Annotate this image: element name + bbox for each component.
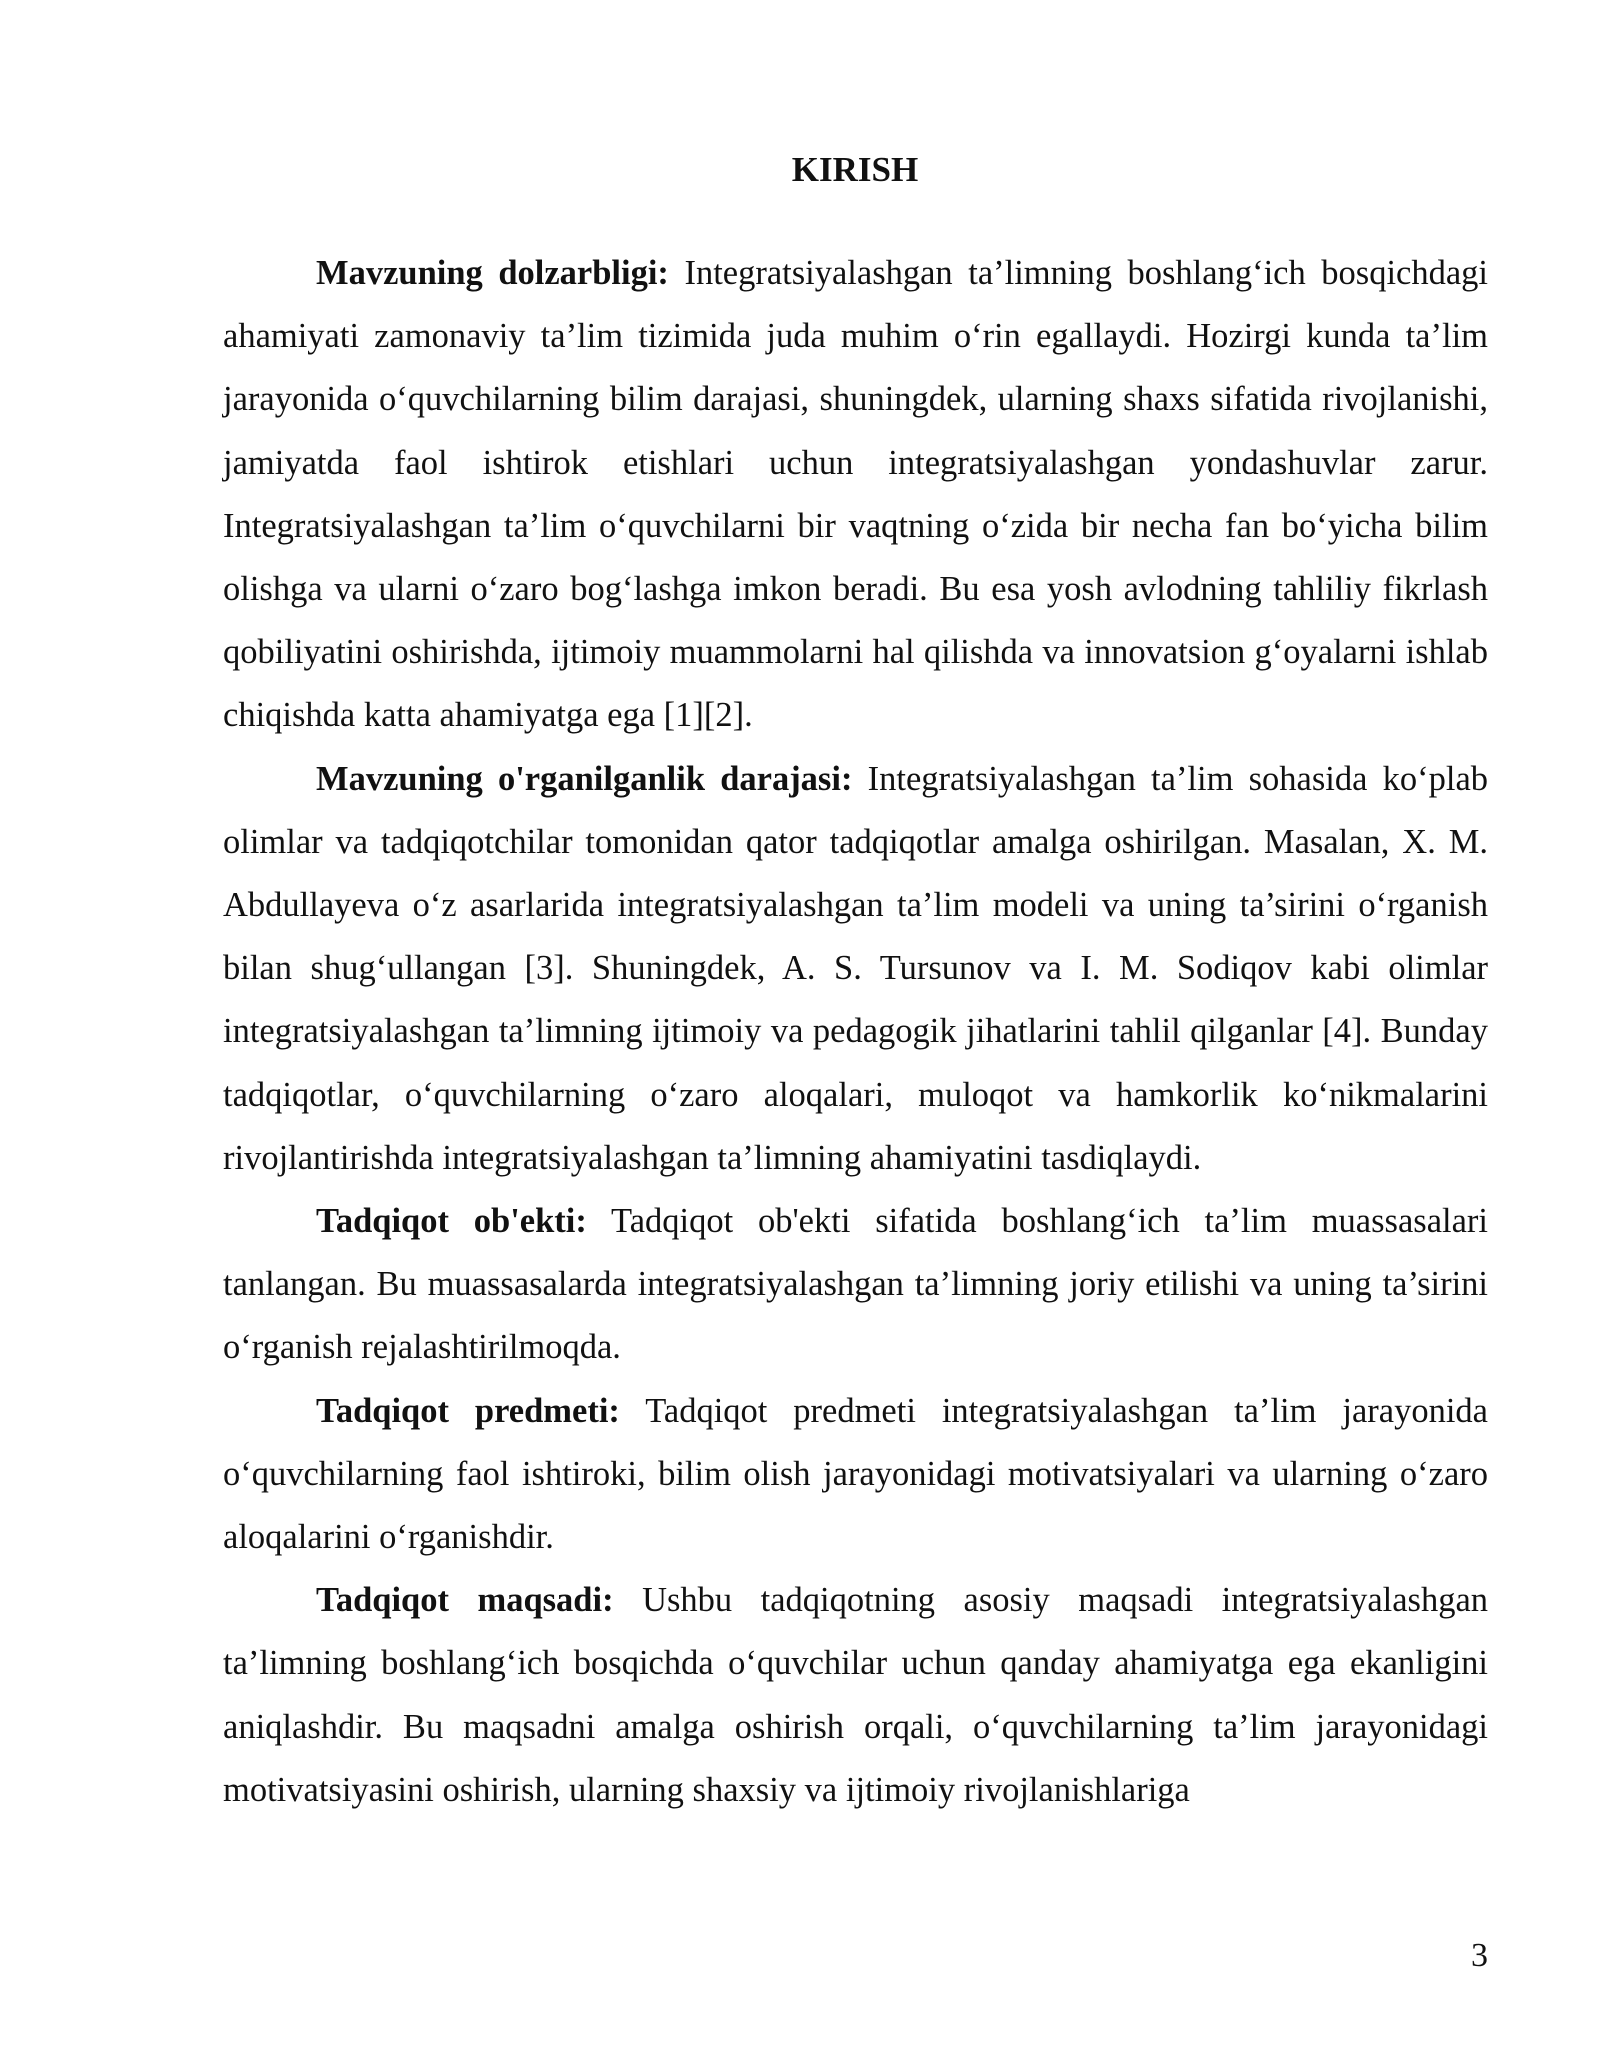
paragraph-label: Tadqiqot ob'ekti:: [316, 1202, 587, 1241]
paragraph-relevance: [223, 242, 1488, 748]
paragraph-text: Integratsiyalashgan ta’limning boshlang‘ich bosqichdagi ahamiyati zamonaviy ta’lim tizimida juda muhim o‘rin egallaydi. Hozirgi kunda ta’lim jarayonida o‘quvchilarning bilim darajasi, shuningdek, ularning shaxs sifatida rivojlanishi, jamiyatda faol ishtirok etishlari uchun integratsiyalashgan yondashuvlar zarur. Integratsiyalashgan ta’lim o‘quvchilarni bir vaqtning o‘zida bir necha fan bo‘yicha bilim olishga va ularni o‘zaro bog‘lashga imkon beradi. Bu esa yosh avlodning tahliliy fikrlash qobiliyatini oshirishda, ijtimoiy muammolarni hal qilishda va innovatsion g‘oyalarni ishlab chiqishda katta ahamiyatga ega [1][2].: [223, 254, 1488, 735]
paragraph-label: Mavzuning o'rganilganlik darajasi:: [316, 759, 853, 798]
paragraph-study-degree: [223, 748, 1488, 1190]
page-number: 3: [1471, 1937, 1488, 1974]
paragraph-label: Tadqiqot predmeti:: [316, 1391, 620, 1430]
paragraph-research-subject: [223, 1380, 1488, 1570]
document-body: [223, 242, 1488, 1822]
paragraph-text: Integratsiyalashgan ta’lim sohasida ko‘plab olimlar va tadqiqotchilar tomonidan qator tadqiqotlar amalga oshirilgan. Masalan, X. M. Abdullayeva o‘z asarlarida integratsiyalashgan ta’lim modeli va uning ta’sirini o‘rganish bilan shug‘ullangan [3]. Shuningdek, A. S. Tursunov va I. M. Sodiqov kabi olimlar integratsiyalashgan ta’limning ijtimoiy va pedagogik jihatlarini tahlil qilganlar [4]. Bunday tadqiqotlar, o‘quvchilarning o‘zaro aloqalari, muloqot va hamkorlik ko‘nikmalarini rivojlantirishda integratsiyalashgan ta’limning ahamiyatini tasdiqlaydi.: [223, 759, 1489, 1177]
paragraph-text: Ushbu tadqiqotning asosiy maqsadi integratsiyalashgan ta’limning boshlang‘ich bosqichda o‘quvchilar uchun qanday ahamiyatga ega ekanligini aniqlashdir. Bu maqsadni amalga oshirish orqali, o‘quvchilarning ta’lim jarayonidagi motivatsiyasini oshirish, ularning shaxsiy va ijtimoiy rivojlanishlariga: [223, 1581, 1489, 1809]
paragraph-research-goal: [223, 1569, 1488, 1822]
paragraph-text: Tadqiqot predmeti integratsiyalashgan ta’lim jarayonida o‘quvchilarning faol ishtiroki, bilim olish jarayonidagi motivatsiyalari va ularning o‘zaro aloqalarini o‘rganishdir.: [223, 1391, 1488, 1557]
paragraph-label: Tadqiqot maqsadi:: [316, 1581, 614, 1620]
paragraph-text: Tadqiqot ob'ekti sifatida boshlang‘ich ta’lim muassasalari tanlangan. Bu muassasalarda integratsiyalashgan ta’limning joriy etilishi va uning ta’sirini o‘rganish rejalashtirilmoqda.: [223, 1202, 1488, 1367]
paragraph-label: Mavzuning dolzarbligi:: [316, 254, 669, 292]
paragraph-research-object: [223, 1190, 1488, 1380]
page-title: KIRISH: [791, 150, 919, 189]
